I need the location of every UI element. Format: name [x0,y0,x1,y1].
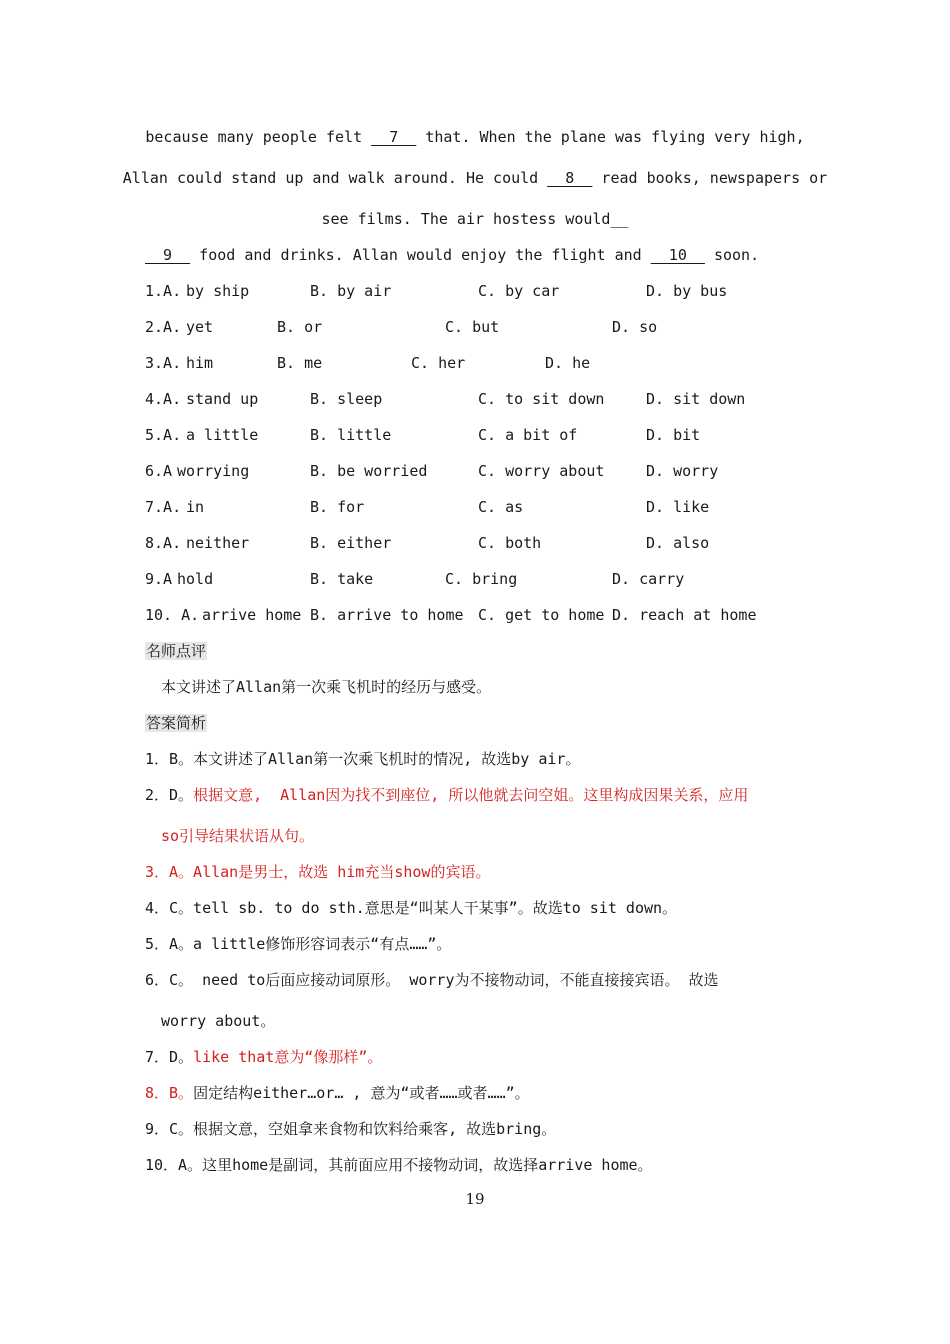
option-c: C. bring [445,570,518,588]
option-c: C. get to home [478,606,605,624]
option-c: C. her [411,354,466,372]
answer-2 [145,785,748,805]
passage-line-2 [0,168,950,188]
option-d: D. like [646,498,710,516]
option-d: D. worry [646,462,719,480]
option-d: D. he [545,354,591,372]
question-number: 1.A. [145,282,182,300]
passage-text: read books, newspapers or [592,169,828,187]
answer-6: 6．C。 need to后面应接动词原形。 worry为不接物动词，不能直接接宾语。 故选 [145,971,719,989]
option-b: B. either [310,534,392,552]
question-number: 9.A [145,570,173,588]
answers-heading-text: 答案简析 [146,714,207,732]
option-d: D. reach at home [612,606,757,624]
blank-7: 7 [371,128,417,146]
question-number: 6.A [145,462,173,480]
comment-text: 本文讲述了Allan第一次乘飞机时的经历与感受。 [161,678,492,696]
option-b: B. little [310,426,392,444]
answer-4: 4．C。tell sb. to do sth.意思是“叫某人干某事”。故选to sit down。 [145,899,678,917]
question-number: 10. A. [145,606,200,624]
answer-explanation: 固定结构either…or… , 意为“或者……或者……”。 [193,1084,530,1102]
blank-8: 8 [547,169,593,187]
answer-number: 7．D。 [145,1048,194,1066]
passage-text: see films. The air hostess would__ [321,210,629,228]
option-b: B. be worried [310,462,428,480]
option-d: D. sit down [646,390,746,408]
option-c: C. both [478,534,542,552]
blank-10: 10 [650,246,705,264]
comment-heading [145,641,207,661]
passage-text: Allan could stand up and walk around. He could [122,169,548,187]
option-b: B. by air [310,282,392,300]
passage-line-3 [0,209,950,229]
option-c: C. to sit down [478,390,605,408]
passage-line-4 [145,245,759,265]
comment-heading-text: 名师点评 [146,642,207,660]
answer-8 [145,1083,530,1103]
option-c: C. a bit of [478,426,578,444]
option-a: stand up [186,390,259,408]
question-number: 4.A. [145,390,182,408]
option-b: B. arrive to home [310,606,464,624]
blank-9: 9 [145,246,191,264]
option-a: in [186,498,205,516]
option-a: him [186,354,214,372]
answer-5: 5．A。a little修饰形容词表示“有点……”。 [145,935,452,953]
option-a: neither [186,534,250,552]
question-number: 8.A. [145,534,182,552]
option-a: worrying [177,462,250,480]
passage-text: that. When the plane was flying very high, [416,128,805,146]
option-d: D. by bus [646,282,728,300]
answer-7 [145,1047,382,1067]
option-c: C. but [445,318,500,336]
option-b: B. for [310,498,365,516]
question-number: 7.A. [145,498,182,516]
passage-text: because many people felt [145,128,372,146]
option-c: C. by car [478,282,560,300]
option-a: a little [186,426,259,444]
answer-6-continued: worry about。 [161,1012,276,1030]
option-a: hold [177,570,214,588]
option-b: B. sleep [310,390,383,408]
option-c: C. worry about [478,462,605,480]
option-a: by ship [186,282,250,300]
option-d: D. carry [612,570,685,588]
option-d: D. bit [646,426,701,444]
question-number: 2.A. [145,318,182,336]
answer-10: 10．A。这里home是副词，其前面应用不接物动词，故选择arrive home。 [145,1156,653,1174]
answer-1: 1．B。本文讲述了Allan第一次乘飞机时的情况, 故选by air。 [145,750,581,768]
passage-text: food and drinks. Allan would enjoy the flight and [190,246,651,264]
answer-2-continued: so引导结果状语从句。 [161,827,315,845]
page-number: 19 [465,1190,485,1208]
option-a: yet [186,318,214,336]
option-d: D. also [646,534,710,552]
passage-text: soon. [704,246,760,264]
answers-heading [145,713,207,733]
question-number: 3.A. [145,354,182,372]
answer-number: 8．B。 [145,1084,194,1102]
answer-explanation: 根据文意, Allan因为找不到座位, 所以他就去问空姐。这里构成因果关系，应用 [193,786,749,804]
answer-explanation: like that意为“像那样”。 [193,1048,383,1066]
option-a: arrive home [202,606,302,624]
option-b: B. take [310,570,374,588]
option-c: C. as [478,498,524,516]
option-b: B. me [277,354,323,372]
answer-3: 3．A。Allan是男士，故选 him充当show的宾语。 [145,863,491,881]
passage-line-1 [0,127,950,147]
question-number: 5.A. [145,426,182,444]
option-b: B. or [277,318,323,336]
option-d: D. so [612,318,658,336]
answer-9: 9．C。根据文意，空姐拿来食物和饮料给乘客, 故选bring。 [145,1120,557,1138]
answer-number: 2．D。 [145,786,194,804]
